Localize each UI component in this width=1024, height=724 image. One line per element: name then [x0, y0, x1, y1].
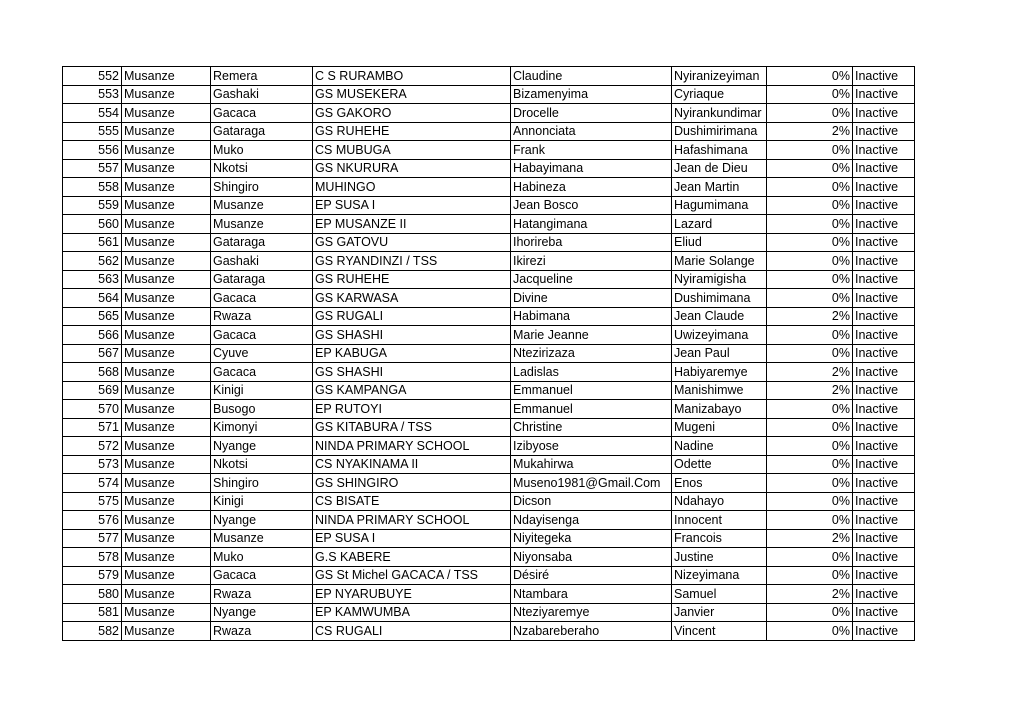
progress-cell: 0%: [767, 474, 853, 493]
school-cell: EP SUSA I: [313, 196, 511, 215]
last-name-cell: Marie Solange: [672, 252, 767, 271]
status-cell: Inactive: [853, 252, 915, 271]
last-name-cell: Uwizeyimana: [672, 326, 767, 345]
row-number: 562: [63, 252, 122, 271]
progress-cell: 0%: [767, 196, 853, 215]
first-name-cell: Ntezirizaza: [511, 344, 672, 363]
status-cell: Inactive: [853, 196, 915, 215]
status-cell: Inactive: [853, 104, 915, 123]
district-cell: Musanze: [122, 141, 211, 160]
first-name-cell: Habineza: [511, 178, 672, 197]
school-cell: CS RUGALI: [313, 622, 511, 641]
row-number: 573: [63, 455, 122, 474]
last-name-cell: Vincent: [672, 622, 767, 641]
status-cell: Inactive: [853, 141, 915, 160]
last-name-cell: Manizabayo: [672, 400, 767, 419]
sector-cell: Rwaza: [211, 585, 313, 604]
table-row: [63, 381, 915, 400]
status-cell: Inactive: [853, 178, 915, 197]
progress-cell: 0%: [767, 67, 853, 86]
status-cell: Inactive: [853, 270, 915, 289]
school-cell: EP KABUGA: [313, 344, 511, 363]
sector-cell: Nyange: [211, 511, 313, 530]
district-cell: Musanze: [122, 122, 211, 141]
sector-cell: Musanze: [211, 529, 313, 548]
table-row: [63, 548, 915, 567]
table-row: [63, 215, 915, 234]
first-name-cell: Frank: [511, 141, 672, 160]
district-cell: Musanze: [122, 566, 211, 585]
row-number: 556: [63, 141, 122, 160]
table-row: [63, 363, 915, 382]
sector-cell: Gashaki: [211, 252, 313, 271]
row-number: 577: [63, 529, 122, 548]
progress-cell: 0%: [767, 252, 853, 271]
status-cell: Inactive: [853, 85, 915, 104]
data-table: [62, 66, 915, 641]
sector-cell: Busogo: [211, 400, 313, 419]
sector-cell: Gacaca: [211, 104, 313, 123]
school-cell: CS NYAKINAMA II: [313, 455, 511, 474]
school-cell: EP RUTOYI: [313, 400, 511, 419]
last-name-cell: Cyriaque: [672, 85, 767, 104]
progress-cell: 0%: [767, 159, 853, 178]
first-name-cell: Habayimana: [511, 159, 672, 178]
first-name-cell: Annonciata: [511, 122, 672, 141]
district-cell: Musanze: [122, 233, 211, 252]
sector-cell: Nyange: [211, 437, 313, 456]
status-cell: Inactive: [853, 622, 915, 641]
sector-cell: Nkotsi: [211, 159, 313, 178]
progress-cell: 0%: [767, 622, 853, 641]
progress-cell: 0%: [767, 511, 853, 530]
table-row: [63, 585, 915, 604]
first-name-cell: Claudine: [511, 67, 672, 86]
table-row: [63, 178, 915, 197]
row-number: 563: [63, 270, 122, 289]
first-name-cell: Jacqueline: [511, 270, 672, 289]
district-cell: Musanze: [122, 270, 211, 289]
sector-cell: Gacaca: [211, 566, 313, 585]
table-row: [63, 511, 915, 530]
row-number: 575: [63, 492, 122, 511]
status-cell: Inactive: [853, 363, 915, 382]
first-name-cell: Izibyose: [511, 437, 672, 456]
row-number: 569: [63, 381, 122, 400]
table-row: [63, 252, 915, 271]
table-row: [63, 104, 915, 123]
table-row: [63, 418, 915, 437]
row-number: 571: [63, 418, 122, 437]
district-cell: Musanze: [122, 85, 211, 104]
sector-cell: Gataraga: [211, 233, 313, 252]
table-row: [63, 122, 915, 141]
district-cell: Musanze: [122, 159, 211, 178]
table-row: [63, 437, 915, 456]
sector-cell: Gacaca: [211, 289, 313, 308]
last-name-cell: Nyirankundimar: [672, 104, 767, 123]
first-name-cell: Christine: [511, 418, 672, 437]
last-name-cell: Habiyaremye: [672, 363, 767, 382]
sector-cell: Nkotsi: [211, 455, 313, 474]
status-cell: Inactive: [853, 326, 915, 345]
sector-cell: Musanze: [211, 196, 313, 215]
first-name-cell: Marie Jeanne: [511, 326, 672, 345]
district-cell: Musanze: [122, 474, 211, 493]
district-cell: Musanze: [122, 344, 211, 363]
school-cell: EP KAMWUMBA: [313, 603, 511, 622]
school-cell: CS BISATE: [313, 492, 511, 511]
school-cell: GS NKURURA: [313, 159, 511, 178]
district-cell: Musanze: [122, 252, 211, 271]
table-row: [63, 492, 915, 511]
row-number: 574: [63, 474, 122, 493]
last-name-cell: Mugeni: [672, 418, 767, 437]
last-name-cell: Innocent: [672, 511, 767, 530]
first-name-cell: Dicson: [511, 492, 672, 511]
district-cell: Musanze: [122, 418, 211, 437]
sector-cell: Gacaca: [211, 363, 313, 382]
sector-cell: Gashaki: [211, 85, 313, 104]
first-name-cell: Ndayisenga: [511, 511, 672, 530]
sector-cell: Nyange: [211, 603, 313, 622]
sector-cell: Rwaza: [211, 307, 313, 326]
status-cell: Inactive: [853, 474, 915, 493]
district-cell: Musanze: [122, 178, 211, 197]
sector-cell: Gataraga: [211, 270, 313, 289]
progress-cell: 2%: [767, 363, 853, 382]
row-number: 567: [63, 344, 122, 363]
progress-cell: 0%: [767, 437, 853, 456]
table-row: [63, 85, 915, 104]
district-cell: Musanze: [122, 307, 211, 326]
first-name-cell: Jean Bosco: [511, 196, 672, 215]
status-cell: Inactive: [853, 511, 915, 530]
school-cell: MUHINGO: [313, 178, 511, 197]
first-name-cell: Mukahirwa: [511, 455, 672, 474]
school-cell: EP MUSANZE II: [313, 215, 511, 234]
status-cell: Inactive: [853, 400, 915, 419]
sector-cell: Kimonyi: [211, 418, 313, 437]
district-cell: Musanze: [122, 326, 211, 345]
first-name-cell: Ikirezi: [511, 252, 672, 271]
status-cell: Inactive: [853, 67, 915, 86]
row-number: 580: [63, 585, 122, 604]
sector-cell: Remera: [211, 67, 313, 86]
progress-cell: 0%: [767, 418, 853, 437]
progress-cell: 0%: [767, 548, 853, 567]
school-cell: GS KAMPANGA: [313, 381, 511, 400]
school-cell: EP NYARUBUYE: [313, 585, 511, 604]
row-number: 576: [63, 511, 122, 530]
row-number: 582: [63, 622, 122, 641]
status-cell: Inactive: [853, 159, 915, 178]
sector-cell: Gataraga: [211, 122, 313, 141]
last-name-cell: Nadine: [672, 437, 767, 456]
district-cell: Musanze: [122, 289, 211, 308]
status-cell: Inactive: [853, 215, 915, 234]
table-row: [63, 400, 915, 419]
district-cell: Musanze: [122, 381, 211, 400]
school-cell: GS MUSEKERA: [313, 85, 511, 104]
school-cell: GS SHINGIRO: [313, 474, 511, 493]
row-number: 565: [63, 307, 122, 326]
last-name-cell: Hafashimana: [672, 141, 767, 160]
last-name-cell: Hagumimana: [672, 196, 767, 215]
progress-cell: 2%: [767, 529, 853, 548]
row-number: 554: [63, 104, 122, 123]
table-row: [63, 603, 915, 622]
table-row: [63, 67, 915, 86]
progress-cell: 0%: [767, 141, 853, 160]
first-name-cell: Bizamenyima: [511, 85, 672, 104]
last-name-cell: Enos: [672, 474, 767, 493]
first-name-cell: Nzabareberaho: [511, 622, 672, 641]
table-row: [63, 566, 915, 585]
last-name-cell: Lazard: [672, 215, 767, 234]
last-name-cell: Janvier: [672, 603, 767, 622]
status-cell: Inactive: [853, 233, 915, 252]
table-row: [63, 159, 915, 178]
status-cell: Inactive: [853, 585, 915, 604]
first-name-cell: Emmanuel: [511, 381, 672, 400]
first-name-cell: Niyonsaba: [511, 548, 672, 567]
progress-cell: 0%: [767, 289, 853, 308]
sector-cell: Muko: [211, 548, 313, 567]
sector-cell: Kinigi: [211, 381, 313, 400]
progress-cell: 0%: [767, 492, 853, 511]
row-number: 564: [63, 289, 122, 308]
first-name-cell: Désiré: [511, 566, 672, 585]
school-cell: NINDA PRIMARY SCHOOL: [313, 511, 511, 530]
status-cell: Inactive: [853, 381, 915, 400]
progress-cell: 0%: [767, 566, 853, 585]
district-cell: Musanze: [122, 603, 211, 622]
status-cell: Inactive: [853, 418, 915, 437]
last-name-cell: Jean Martin: [672, 178, 767, 197]
status-cell: Inactive: [853, 122, 915, 141]
row-number: 557: [63, 159, 122, 178]
row-number: 566: [63, 326, 122, 345]
sector-cell: Shingiro: [211, 178, 313, 197]
progress-cell: 2%: [767, 307, 853, 326]
last-name-cell: Jean Paul: [672, 344, 767, 363]
progress-cell: 0%: [767, 270, 853, 289]
school-cell: NINDA PRIMARY SCHOOL: [313, 437, 511, 456]
sector-cell: Musanze: [211, 215, 313, 234]
first-name-cell: Nteziyaremye: [511, 603, 672, 622]
sector-cell: Rwaza: [211, 622, 313, 641]
progress-cell: 2%: [767, 122, 853, 141]
table-row: [63, 474, 915, 493]
status-cell: Inactive: [853, 344, 915, 363]
first-name-cell: Emmanuel: [511, 400, 672, 419]
sector-cell: Gacaca: [211, 326, 313, 345]
row-number: 558: [63, 178, 122, 197]
row-number: 570: [63, 400, 122, 419]
school-cell: GS RUHEHE: [313, 270, 511, 289]
school-cell: GS SHASHI: [313, 363, 511, 382]
table-row: [63, 344, 915, 363]
status-cell: Inactive: [853, 289, 915, 308]
status-cell: Inactive: [853, 307, 915, 326]
district-cell: Musanze: [122, 455, 211, 474]
last-name-cell: Eliud: [672, 233, 767, 252]
district-cell: Musanze: [122, 196, 211, 215]
first-name-cell: Ntambara: [511, 585, 672, 604]
district-cell: Musanze: [122, 437, 211, 456]
status-cell: Inactive: [853, 492, 915, 511]
last-name-cell: Justine: [672, 548, 767, 567]
first-name-cell: Niyitegeka: [511, 529, 672, 548]
status-cell: Inactive: [853, 455, 915, 474]
row-number: 555: [63, 122, 122, 141]
progress-cell: 0%: [767, 344, 853, 363]
school-cell: CS MUBUGA: [313, 141, 511, 160]
row-number: 553: [63, 85, 122, 104]
school-cell: G.S KABERE: [313, 548, 511, 567]
last-name-cell: Francois: [672, 529, 767, 548]
sector-cell: Kinigi: [211, 492, 313, 511]
school-cell: GS RUHEHE: [313, 122, 511, 141]
first-name-cell: Hatangimana: [511, 215, 672, 234]
school-cell: GS KITABURA / TSS: [313, 418, 511, 437]
district-cell: Musanze: [122, 548, 211, 567]
table-row: [63, 196, 915, 215]
progress-cell: 2%: [767, 585, 853, 604]
progress-cell: 0%: [767, 233, 853, 252]
last-name-cell: Dushimirimana: [672, 122, 767, 141]
row-number: 581: [63, 603, 122, 622]
district-cell: Musanze: [122, 511, 211, 530]
school-cell: GS GAKORO: [313, 104, 511, 123]
table-row: [63, 270, 915, 289]
table-row: [63, 289, 915, 308]
table-row: [63, 141, 915, 160]
table-row: [63, 455, 915, 474]
district-cell: Musanze: [122, 492, 211, 511]
first-name-cell: Drocelle: [511, 104, 672, 123]
district-cell: Musanze: [122, 215, 211, 234]
status-cell: Inactive: [853, 437, 915, 456]
progress-cell: 0%: [767, 455, 853, 474]
first-name-cell: Museno1981@Gmail.Com: [511, 474, 672, 493]
progress-cell: 0%: [767, 104, 853, 123]
last-name-cell: Nyiranizeyiman: [672, 67, 767, 86]
status-cell: Inactive: [853, 548, 915, 567]
district-cell: Musanze: [122, 104, 211, 123]
first-name-cell: Divine: [511, 289, 672, 308]
last-name-cell: Jean de Dieu: [672, 159, 767, 178]
last-name-cell: Nyiramigisha: [672, 270, 767, 289]
last-name-cell: Ndahayo: [672, 492, 767, 511]
last-name-cell: Odette: [672, 455, 767, 474]
progress-cell: 0%: [767, 178, 853, 197]
district-cell: Musanze: [122, 585, 211, 604]
table-body: [63, 67, 915, 641]
sector-cell: Muko: [211, 141, 313, 160]
school-cell: C S RURAMBO: [313, 67, 511, 86]
last-name-cell: Samuel: [672, 585, 767, 604]
school-cell: GS RUGALI: [313, 307, 511, 326]
school-cell: EP SUSA I: [313, 529, 511, 548]
row-number: 572: [63, 437, 122, 456]
first-name-cell: Habimana: [511, 307, 672, 326]
row-number: 552: [63, 67, 122, 86]
row-number: 559: [63, 196, 122, 215]
sector-cell: Shingiro: [211, 474, 313, 493]
last-name-cell: Dushimimana: [672, 289, 767, 308]
row-number: 579: [63, 566, 122, 585]
school-cell: GS SHASHI: [313, 326, 511, 345]
status-cell: Inactive: [853, 603, 915, 622]
first-name-cell: Ihorireba: [511, 233, 672, 252]
first-name-cell: Ladislas: [511, 363, 672, 382]
status-cell: Inactive: [853, 529, 915, 548]
row-number: 578: [63, 548, 122, 567]
school-cell: GS RYANDINZI / TSS: [313, 252, 511, 271]
district-cell: Musanze: [122, 400, 211, 419]
district-cell: Musanze: [122, 529, 211, 548]
district-cell: Musanze: [122, 363, 211, 382]
table-row: [63, 307, 915, 326]
table-row: [63, 622, 915, 641]
progress-cell: 0%: [767, 85, 853, 104]
progress-cell: 0%: [767, 326, 853, 345]
row-number: 568: [63, 363, 122, 382]
last-name-cell: Nizeyimana: [672, 566, 767, 585]
row-number: 561: [63, 233, 122, 252]
sector-cell: Cyuve: [211, 344, 313, 363]
table-row: [63, 233, 915, 252]
progress-cell: 0%: [767, 215, 853, 234]
district-cell: Musanze: [122, 622, 211, 641]
progress-cell: 2%: [767, 381, 853, 400]
school-cell: GS St Michel GACACA / TSS: [313, 566, 511, 585]
progress-cell: 0%: [767, 603, 853, 622]
progress-cell: 0%: [767, 400, 853, 419]
table-row: [63, 326, 915, 345]
school-cell: GS KARWASA: [313, 289, 511, 308]
last-name-cell: Manishimwe: [672, 381, 767, 400]
status-cell: Inactive: [853, 566, 915, 585]
district-cell: Musanze: [122, 67, 211, 86]
last-name-cell: Jean Claude: [672, 307, 767, 326]
row-number: 560: [63, 215, 122, 234]
school-cell: GS GATOVU: [313, 233, 511, 252]
table-row: [63, 529, 915, 548]
